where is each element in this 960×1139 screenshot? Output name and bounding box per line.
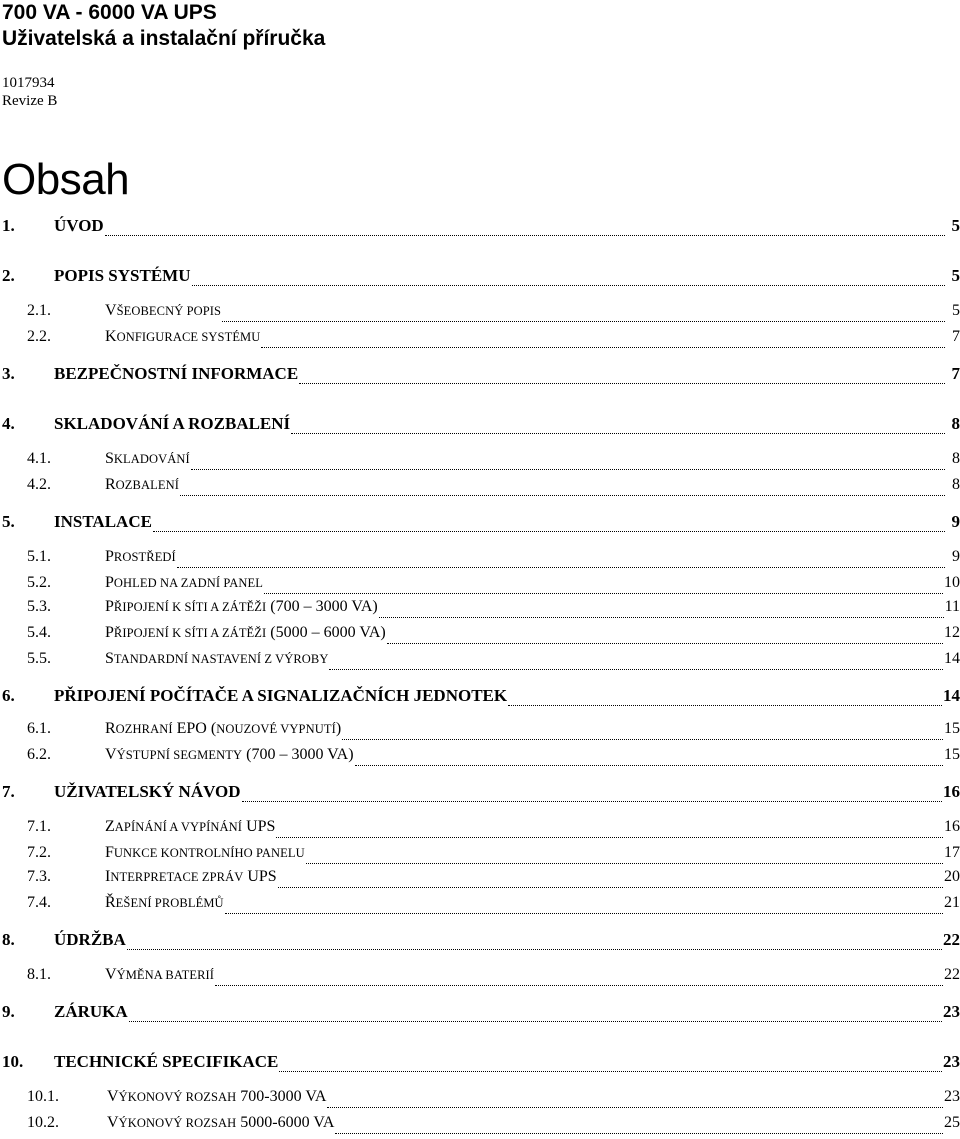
- toc-leader-dots: [180, 494, 945, 496]
- toc-leader-dots: [177, 566, 945, 568]
- toc-entry-number: 10.2.: [27, 1114, 59, 1131]
- toc-entry[interactable]: [0, 414, 960, 438]
- toc-leader-dots: [327, 1106, 943, 1108]
- toc-entry-title-part: ZÁRUKA: [54, 1002, 128, 1021]
- toc-leader-dots: [342, 738, 943, 740]
- toc-entry-number: 7.3.: [27, 868, 51, 885]
- toc-entry-page: 11: [944, 598, 960, 615]
- toc-entry-title: [105, 548, 176, 566]
- toc-entry-title-part: (5000 – 6000 VA): [266, 624, 386, 641]
- toc-entry[interactable]: [0, 1052, 960, 1076]
- toc-leader-dots: [379, 616, 944, 618]
- toc-entry-title-part: P: [105, 598, 114, 615]
- toc-entry-title: [105, 598, 378, 616]
- toc-entry-number: 5.2.: [27, 574, 51, 591]
- toc-entry[interactable]: [0, 512, 960, 536]
- toc-entry-title-part: V: [107, 1088, 119, 1105]
- toc-leader-dots: [299, 382, 945, 384]
- toc-leader-dots: [335, 1132, 943, 1134]
- toc-entry-title: [105, 720, 341, 738]
- toc-entry-number: 7.4.: [27, 894, 51, 911]
- toc-entry-page: 23: [943, 1002, 960, 1021]
- toc-entry-page: 21: [944, 894, 960, 911]
- toc-entry-title: [54, 364, 298, 384]
- toc-leader-dots: [192, 284, 946, 286]
- toc-entry[interactable]: [0, 574, 960, 598]
- toc-entry-number: 7.2.: [27, 844, 51, 861]
- toc-entry-title-part: S: [105, 650, 114, 667]
- toc-entry-title-part: P: [105, 574, 114, 591]
- toc-entry-title-part: TECHNICKÉ SPECIFIKACE: [54, 1052, 279, 1071]
- toc-entry-title-part: (700 – 3000 VA): [242, 746, 354, 763]
- document-number: 1017934: [2, 75, 55, 91]
- toc-leader-dots: [261, 346, 945, 348]
- toc-entry-title: [105, 650, 328, 668]
- toc-entry-page: 12: [944, 624, 960, 641]
- toc-entry[interactable]: [0, 894, 960, 918]
- toc-entry-number: 8.: [2, 930, 15, 949]
- toc-entry-page: 5: [951, 216, 960, 235]
- toc-entry-title: [54, 266, 191, 286]
- toc-entry-page: 15: [944, 746, 960, 763]
- toc-entry-title: [105, 746, 354, 764]
- toc-entry-page: 9: [952, 548, 960, 565]
- toc-entry-title-part: P: [105, 624, 114, 641]
- toc-leader-dots: [264, 592, 943, 594]
- toc-entry-number: 6.1.: [27, 720, 51, 737]
- toc-entry-title-part: NOUZOVÉ VYPNUTÍ: [216, 722, 336, 736]
- toc-entry[interactable]: [0, 1114, 960, 1138]
- toc-entry[interactable]: [0, 966, 960, 990]
- toc-entry-title-part: UPS: [243, 868, 277, 885]
- toc-entry-title-part: ŘIPOJENÍ K SÍTI A ZÁTĚŽI: [113, 626, 267, 640]
- toc-leader-dots: [129, 1020, 942, 1022]
- toc-entry[interactable]: [0, 782, 960, 806]
- toc-entry-title: [105, 476, 179, 494]
- toc-leader-dots: [242, 800, 942, 802]
- toc-entry-number: 5.1.: [27, 548, 51, 565]
- toc-entry-number: 4.2.: [27, 476, 51, 493]
- toc-entry-number: 8.1.: [27, 966, 51, 983]
- toc-entry-number: 10.: [2, 1052, 24, 1071]
- toc-leader-dots: [355, 764, 943, 766]
- toc-entry-page: 10: [944, 574, 960, 591]
- toc-entry[interactable]: [0, 1002, 960, 1026]
- toc-entry-title: [105, 302, 221, 320]
- toc-entry-title-part: ÚVOD: [54, 216, 104, 235]
- toc-entry-title: [54, 930, 126, 950]
- toc-entry-number: 7.: [2, 782, 15, 801]
- toc-leader-dots: [222, 320, 945, 322]
- toc-entry-title-part: OZHRANÍ: [115, 722, 173, 736]
- toc-entry[interactable]: [0, 328, 960, 352]
- toc-entry-page: 14: [943, 686, 960, 705]
- toc-entry-title: [105, 894, 224, 912]
- toc-entry-title-part: F: [105, 844, 114, 861]
- toc-entry-title-part: ÝSTUPNÍ SEGMENTY: [116, 748, 243, 762]
- toc-entry-title-part: UNKCE KONTROLNÍHO PANELU: [113, 846, 305, 860]
- toc-entry-title-part: EPO (: [172, 720, 217, 737]
- toc-entry-title-part: R: [105, 720, 116, 737]
- toc-entry-title: [54, 1002, 128, 1022]
- toc-entry[interactable]: [0, 818, 960, 842]
- toc-entry-number: 2.1.: [27, 302, 51, 319]
- toc-entry-title: [105, 818, 275, 836]
- toc-leader-dots: [291, 432, 945, 434]
- toc-entry[interactable]: [0, 302, 960, 326]
- toc-entry-title: [105, 868, 277, 886]
- toc-entry-title-part: OZBALENÍ: [115, 478, 179, 492]
- toc-entry-title-part: S: [105, 450, 114, 467]
- toc-entry-page: 7: [951, 364, 960, 383]
- toc-entry-title-part: Z: [105, 818, 115, 835]
- document-subtitle: Uživatelská a instalační příručka: [2, 27, 326, 50]
- toc-entry[interactable]: [0, 720, 960, 744]
- toc-entry-title-part: R: [105, 476, 116, 493]
- toc-entry[interactable]: [0, 868, 960, 892]
- toc-entry[interactable]: [0, 1088, 960, 1112]
- toc-entry-title-part: ÚDRŽBA: [54, 930, 126, 949]
- toc-entry-title-part: V: [105, 746, 117, 763]
- toc-entry-number: 5.: [2, 512, 15, 531]
- toc-entry-number: 2.: [2, 266, 15, 285]
- toc-entry-page: 20: [944, 868, 960, 885]
- toc-entry-page: 16: [944, 818, 960, 835]
- toc-entry-title: [105, 328, 260, 346]
- toc-entry-title: [54, 512, 152, 532]
- toc-entry-number: 6.2.: [27, 746, 51, 763]
- toc-entry-page: 8: [952, 476, 960, 493]
- toc-entry-number: 5.3.: [27, 598, 51, 615]
- toc-entry-number: 5.4.: [27, 624, 51, 641]
- toc-entry-title-part: 5000-6000 VA: [236, 1114, 335, 1131]
- toc-entry-title-part: APÍNÁNÍ A VYPÍNÁNÍ: [114, 820, 243, 834]
- toc-leader-dots: [153, 530, 945, 532]
- toc-entry-number: 5.5.: [27, 650, 51, 667]
- document-title: 700 VA - 6000 VA UPS: [2, 1, 217, 24]
- toc-entry-page: 7: [952, 328, 960, 345]
- toc-entry-title: [105, 966, 214, 984]
- toc-entry-page: 8: [951, 414, 960, 433]
- toc-leader-dots: [225, 912, 943, 914]
- toc-entry[interactable]: [0, 624, 960, 648]
- toc-entry[interactable]: [0, 450, 960, 474]
- toc-entry-title-part: Ř: [105, 894, 116, 911]
- toc-entry-title-part: ÝKONOVÝ ROZSAH: [118, 1090, 237, 1104]
- toc-entry-title-part: V: [107, 1114, 119, 1131]
- toc-entry-title: [107, 1088, 326, 1106]
- toc-entry-title-part: ROSTŘEDÍ: [113, 550, 176, 564]
- toc-entry-title-part: PŘIPOJENÍ POČÍTAČE A SIGNALIZAČNÍCH JEDNOTEK: [54, 686, 508, 705]
- toc-entry[interactable]: [0, 844, 960, 868]
- toc-leader-dots: [279, 1070, 942, 1072]
- toc-entry-title: [107, 1114, 334, 1132]
- toc-entry-number: 7.1.: [27, 818, 51, 835]
- toc-leader-dots: [508, 704, 942, 706]
- toc-entry-title-part: UPS: [242, 818, 276, 835]
- toc-entry-number: 3.: [2, 364, 15, 383]
- toc-entry[interactable]: [0, 216, 960, 240]
- toc-entry-title: [105, 574, 263, 592]
- toc-entry-page: 23: [943, 1052, 960, 1071]
- toc-entry-title-part: BEZPEČNOSTNÍ INFORMACE: [54, 364, 299, 383]
- toc-entry-title-part: 700-3000 VA: [236, 1088, 327, 1105]
- toc-entry-title-part: V: [105, 302, 117, 319]
- toc-entry-number: 6.: [2, 686, 15, 705]
- toc-entry-page: 22: [944, 966, 960, 983]
- toc-entry[interactable]: [0, 598, 960, 622]
- document-revision: Revize B: [2, 93, 58, 109]
- toc-entry-number: 2.2.: [27, 328, 51, 345]
- toc-entry-title-part: UŽIVATELSKÝ NÁVOD: [54, 782, 241, 801]
- toc-entry-title-part: EŠENÍ PROBLÉMŮ: [115, 896, 224, 910]
- toc-entry[interactable]: [0, 930, 960, 954]
- toc-entry-title: [54, 1052, 278, 1072]
- toc-entry-page: 5: [952, 302, 960, 319]
- toc-entry[interactable]: [0, 266, 960, 290]
- toc-entry-title-part: P: [105, 548, 114, 565]
- toc-entry-page: 16: [943, 782, 960, 801]
- toc-entry-number: 9.: [2, 1002, 15, 1021]
- toc-entry[interactable]: [0, 364, 960, 388]
- toc-leader-dots: [105, 234, 945, 236]
- toc-heading: Obsah: [2, 155, 130, 204]
- toc-entry-page: 15: [944, 720, 960, 737]
- toc-entry-title-part: ): [335, 720, 342, 737]
- toc-entry-title-part: ÝMĚNA BATERIÍ: [116, 968, 215, 982]
- toc-entry-number: 4.: [2, 414, 15, 433]
- toc-entry-title-part: K: [105, 328, 117, 345]
- toc-entry-title-part: NTERPRETACE ZPRÁV: [110, 870, 244, 884]
- toc-entry-title: [54, 216, 104, 236]
- toc-entry-page: 9: [951, 512, 960, 531]
- toc-entry-page: 5: [951, 266, 960, 285]
- toc-leader-dots: [306, 862, 943, 864]
- toc-entry-title-part: I: [105, 868, 111, 885]
- toc-entry-title-part: ŠEOBECNÝ POPIS: [116, 304, 222, 318]
- toc-entry-title: [54, 414, 290, 434]
- toc-leader-dots: [387, 642, 943, 644]
- toc-entry-title-part: ÝKONOVÝ ROZSAH: [118, 1116, 237, 1130]
- toc-entry-page: 14: [944, 650, 960, 667]
- toc-leader-dots: [191, 468, 945, 470]
- toc-entry-page: 17: [944, 844, 960, 861]
- toc-entry-title-part: ONFIGURACE SYSTÉMU: [116, 330, 261, 344]
- toc-entry-title-part: INSTALACE: [54, 512, 152, 531]
- toc-entry-title: [105, 624, 386, 642]
- toc-entry-number: 1.: [2, 216, 15, 235]
- toc-entry-title: [105, 450, 190, 468]
- toc-leader-dots: [276, 836, 943, 838]
- toc-entry-title-part: ŘIPOJENÍ K SÍTI A ZÁTĚŽI: [113, 600, 267, 614]
- toc-entry-title-part: OHLED NA ZADNÍ PANEL: [113, 576, 264, 590]
- toc-entry[interactable]: [0, 650, 960, 674]
- toc-entry-title-part: (700 – 3000 VA): [266, 598, 378, 615]
- toc-entry-title-part: POPIS SYSTÉMU: [54, 266, 191, 285]
- toc-entry-title: [54, 686, 507, 706]
- toc-entry-title-part: KLADOVÁNÍ: [113, 452, 190, 466]
- toc-entry-number: 4.1.: [27, 450, 51, 467]
- toc-entry-page: 8: [952, 450, 960, 467]
- toc-entry[interactable]: [0, 746, 960, 770]
- toc-leader-dots: [215, 984, 943, 986]
- toc-entry[interactable]: [0, 686, 960, 710]
- toc-entry[interactable]: [0, 548, 960, 572]
- toc-leader-dots: [278, 886, 943, 888]
- toc-entry[interactable]: [0, 476, 960, 500]
- toc-leader-dots: [127, 948, 942, 950]
- toc-entry-title-part: V: [105, 966, 117, 983]
- toc-entry-page: 22: [943, 930, 960, 949]
- toc-entry-page: 23: [944, 1088, 960, 1105]
- toc-entry-title: [54, 782, 241, 802]
- toc-entry-page: 25: [944, 1114, 960, 1131]
- toc-entry-title-part: TANDARDNÍ NASTAVENÍ Z VÝROBY: [113, 652, 329, 666]
- toc-entry-title-part: SKLADOVÁNÍ A ROZBALENÍ: [54, 414, 291, 433]
- toc-leader-dots: [329, 668, 943, 670]
- toc-entry-number: 10.1.: [27, 1088, 59, 1105]
- toc-entry-title: [105, 844, 305, 862]
